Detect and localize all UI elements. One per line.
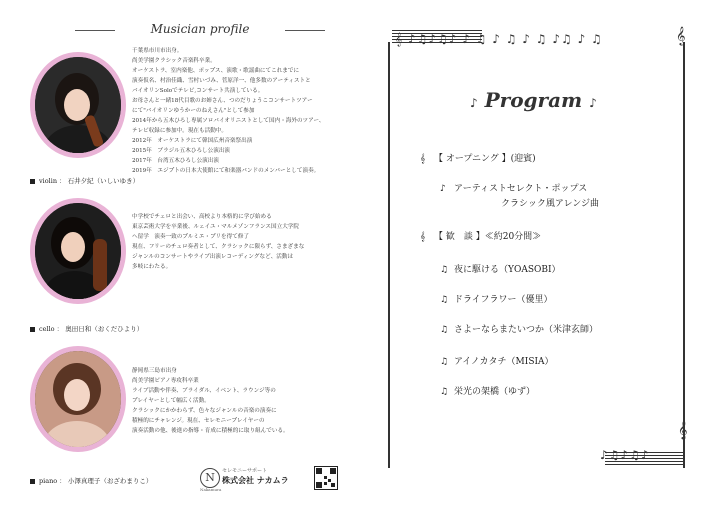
opening-label: 𝄞 【 オープニング 】(迎賓) bbox=[420, 154, 536, 164]
header-rule-right bbox=[285, 30, 325, 31]
violinist-caption: violin ： 石井夕紀（いしいゆき） bbox=[30, 176, 139, 185]
clef-bullet-icon: 𝄞 bbox=[420, 232, 426, 242]
profile-header bbox=[75, 20, 325, 40]
music-notes-decoration-bottom: ♪♫♪♫♪ bbox=[600, 448, 650, 462]
pianist-portrait bbox=[30, 346, 126, 452]
song-item: ♫ さよーならまたいつか（米津玄師） bbox=[440, 325, 599, 335]
violinist-bio: 千葉県市川市出身。 尚美学園クラシック音楽科卒業。 オーケストラ、室内楽他、ポップス、演歌・歌謡曲にてこれまでに 演奏仮名、村治佳織、雪村いづみ、菅原洋一、他多数のアーティストと バイオリンSoloでテレビ,コンサート共演している。 お母さんと一緒18代目歌のお姉さん、つのだりょうこコンサートツアー にて"バイオリンゆうかーのねえさん"として参加 2014年から五木ひろし専属ソロバイオリニストとして国内・海外のツアー、 テレビ収録に参加中。現在も活動中。 2012年 オーケストラにて韓国広州音楽祭出演 2015年 ブラジル五木ひろし公演出演 2017年 台湾五木ひろし公演出演 2019年 エジプトの日本大使館にて和楽器バンドのメンバーとして演奏。 bbox=[132, 48, 325, 174]
company-name-en: Nakamura bbox=[200, 487, 222, 492]
note-bullet-icon: ♫ bbox=[440, 325, 449, 335]
note-bullet-icon: ♪ bbox=[440, 184, 446, 194]
cellist-bio: 中学校でチェロと出会い、高校より本格的に学び始める 東京芸術大学を卒業後、ルェイユ・マルメゾンフランス国立大学院 へ留学 演奏一致のプルミエ・プリを得て修了 現在、フリーのチェロ奏者として、クラシックに限らず、さまざまな ジャンルのコンサートやライブ出演レコーディングなど、活動は 多岐にわたる。 bbox=[132, 214, 305, 270]
clef-bullet-icon: 𝄞 bbox=[420, 154, 426, 164]
opening-item-1: ♪ アーティストセレクト・ポップス bbox=[440, 184, 588, 194]
song-item: ♫ ドライフラワー（優里） bbox=[440, 295, 553, 305]
company-tagline: セレモニーサポート bbox=[222, 468, 268, 474]
music-notes-decoration: 𝄞 ♪♫♪♫♪ ♪ ♫ ♪ ♫ ♪ ♫ ♪♫ ♪ ♫ bbox=[395, 32, 603, 46]
talk-label: 𝄞 【 歓 談 】≪約20分間≫ bbox=[420, 232, 542, 242]
treble-clef-icon-bottom: 𝄞 bbox=[678, 420, 688, 439]
note-bullet-icon: ♫ bbox=[440, 357, 449, 367]
note-bullet-icon: ♫ bbox=[440, 295, 449, 305]
note-bullet-icon: ♫ bbox=[440, 265, 449, 275]
pianist-bio: 静岡県三島市出身 尚美学園ピアノ専攻科卒業 ライブ活動や伴奏、ブライダル、イベント、ラウンジ等の プレイヤーとして幅広く活動。 クラシックにかかわらず、色々なジャンルの音楽の演奏に 積極的にチャレンジ。現在、セレモニープレイヤーの 演奏活動の他、後進の指導・育成に積極的に取り組んでいる。 bbox=[132, 368, 289, 434]
profile-title: Musician profile bbox=[150, 22, 250, 36]
company-name: 株式会社 ナカムラ bbox=[222, 475, 289, 485]
violinist-portrait bbox=[30, 52, 126, 158]
violin-icon: ♪ bbox=[589, 96, 597, 110]
opening-item-2: クラシック風アレンジ曲 bbox=[501, 199, 600, 209]
company-mark-icon: N bbox=[200, 468, 220, 488]
qr-code-icon bbox=[314, 466, 338, 490]
song-item: ♫ 栄光の架橋（ゆず） bbox=[440, 387, 536, 397]
song-item: ♫ アイノカタチ（MISIA） bbox=[440, 357, 554, 367]
note-bullet-icon: ♫ bbox=[440, 387, 449, 397]
pianist-caption: piano ： 小澤真理子（おざわまりこ） bbox=[30, 476, 152, 485]
cellist-portrait bbox=[30, 198, 126, 304]
company-logo bbox=[200, 466, 310, 492]
program-title: ♪ Program ♪ bbox=[470, 88, 597, 112]
treble-clef-icon: 𝄞 bbox=[676, 26, 686, 45]
note-icon: ♪ bbox=[470, 96, 478, 110]
song-item: ♫ 夜に駆ける（YOASOBI） bbox=[440, 265, 561, 275]
cellist-caption: cello ： 奥田日和（おくだひより） bbox=[30, 324, 143, 333]
